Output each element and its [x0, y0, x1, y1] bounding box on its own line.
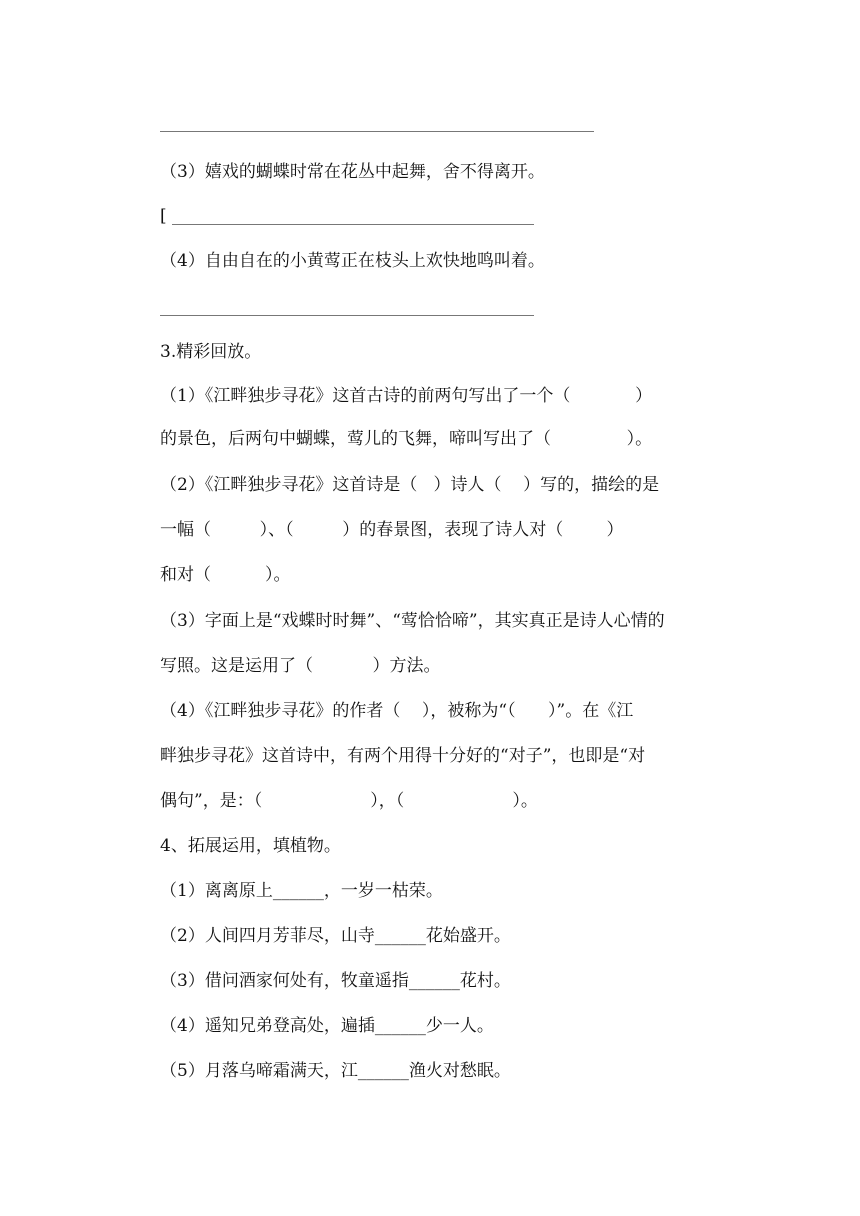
s3-line-2: 的景色，后两句中蝴蝶，莺儿的飞舞，啼叫写出了（ ）。 [160, 429, 653, 449]
s3-line-6: （3）字面上是“戏蝶时时舞”、“莺恰恰啼”，其实真正是诗人心情的 [160, 611, 665, 631]
s3-line-3: （2）《江畔独步寻花》这首诗是（ ）诗人（ ）写的，描绘的是 [160, 475, 660, 495]
section-3-heading: 3.精彩回放。 [160, 342, 262, 362]
s3-line-10: 偶句”，是：（ ），（ ）。 [160, 791, 538, 811]
section-4-heading: 4、拓展运用，填植物。 [160, 836, 341, 856]
s3-line-4: 一幅（ ）、（ ）的春景图，表现了诗人对（ ） [160, 520, 624, 540]
s3-line-9: 畔独步寻花》这首诗中，有两个用得十分好的“对子”，也即是“对 [160, 746, 646, 766]
s4-line-5: （5）月落乌啼霜满天，江______渔火对愁眠。 [160, 1061, 511, 1081]
s4-line-1: （1）离离原上______，一岁一枯荣。 [160, 881, 443, 901]
s4-line-4: （4）遥知兄弟登高处，遍插______少一人。 [160, 1016, 494, 1036]
s3-line-7: 写照。这是运用了（ ）方法。 [160, 656, 441, 676]
answer-line-3 [172, 224, 534, 225]
s3-line-5: 和对（ ）。 [160, 565, 291, 585]
s3-line-1: （1）《江畔独步寻花》这首古诗的前两句写出了一个（ ） [160, 386, 653, 406]
answer-line-4 [160, 315, 534, 316]
answer-line-3-prefix: [ [160, 206, 167, 226]
q2-item-3: （3）嬉戏的蝴蝶时常在花丛中起舞，舍不得离开。 [160, 162, 545, 182]
s4-line-3: （3）借问酒家何处有，牧童遥指______花村。 [160, 971, 511, 991]
s4-line-2: （2）人间四月芳菲尽，山寺______花始盛开。 [160, 926, 511, 946]
answer-line-1 [160, 131, 594, 132]
q2-item-4: （4）自由自在的小黄莺正在枝头上欢快地鸣叫着。 [160, 251, 545, 271]
s3-line-8: （4）《江畔独步寻花》的作者（ ），被称为“（ ）”。在《江 [160, 701, 634, 721]
